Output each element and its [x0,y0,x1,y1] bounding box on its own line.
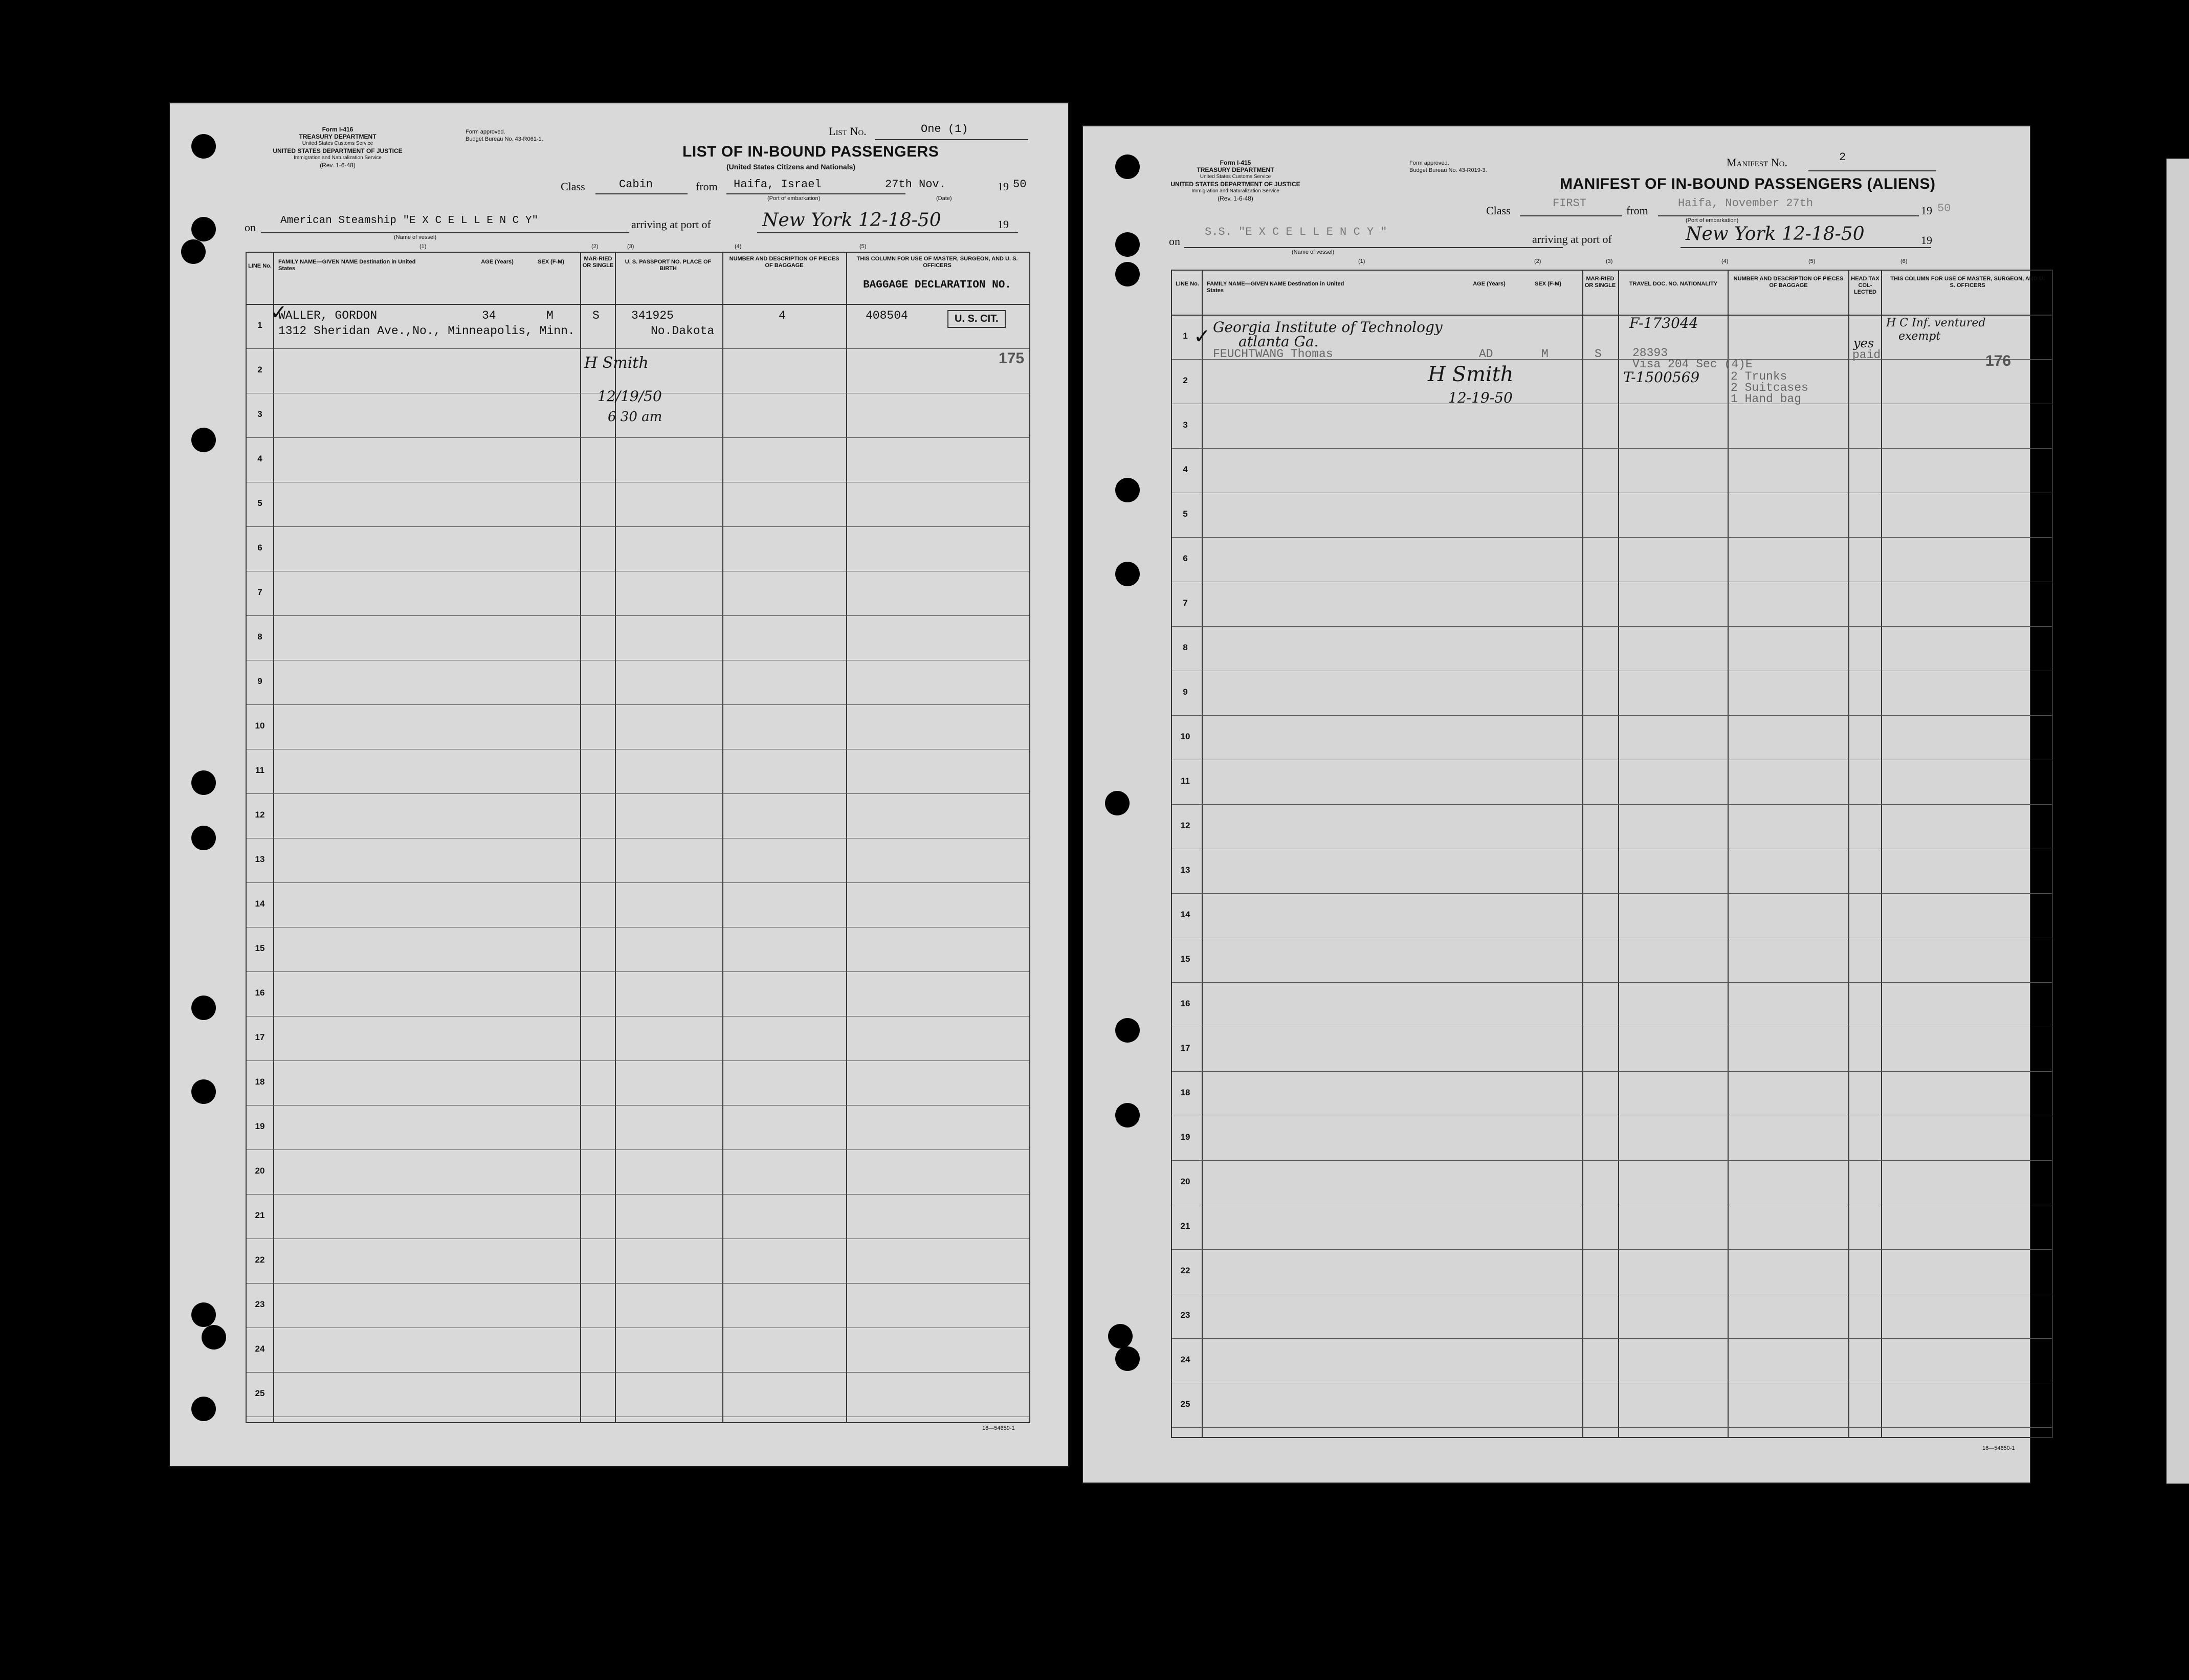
us-citizen-box: U. S. CIT. [947,310,1006,328]
vessel-caption: (Name of vessel) [1292,249,1335,255]
treasury-dept: TREASURY DEPARTMENT [299,133,377,140]
line-number: 8 [1183,642,1188,652]
line-number: 21 [1180,1221,1190,1231]
hdr-baggage: NUMBER AND DESCRIPTION OF PIECES OF BAGGAGE [729,256,839,269]
passenger-table [246,252,1030,1423]
colnum-4: (4) [735,244,742,250]
class-label: Class [561,180,585,193]
line-number: 6 [1183,553,1188,563]
binder-hole [191,1302,216,1327]
manifest-no-value: 2 [1839,151,1846,164]
hdr-age: AGE (Years) [481,259,514,265]
colnum-6: (6) [1900,258,1908,264]
form-approved: Form approved. [1409,160,1449,166]
citizens-passenger-list-page [169,102,1069,1467]
line-number: 7 [1183,598,1188,608]
binder-hole [181,239,206,264]
travel-doc-handwritten: F-173044 [1629,315,1698,331]
form-title: MANIFEST OF IN-BOUND PASSENGERS (ALIENS) [1560,175,1936,192]
binder-hole [202,1325,226,1350]
binder-hole [191,428,216,452]
hdr-line: LINE No. [248,263,272,269]
form-title: LIST OF IN-BOUND PASSENGERS [682,143,939,160]
alien-name: FEUCHTWANG Thomas [1213,347,1333,361]
line-number: 15 [255,943,265,953]
customs-service: United States Customs Service [1200,174,1271,180]
alien-passenger-table [1171,270,2053,1438]
binder-hole [191,826,216,850]
year-prefix: 19 [1921,204,1932,217]
travel-doc-number: 28393 [1632,346,1668,360]
line-number: 22 [255,1254,265,1265]
line-number: 18 [1180,1087,1190,1097]
line-number: 20 [255,1165,265,1176]
inspection-date: 12/19/50 [598,388,662,405]
colnum-1: (1) [419,244,427,250]
binder-hole [191,996,216,1020]
class-line [595,193,688,194]
binder-hole [191,134,216,159]
line-number: 5 [257,498,262,508]
line-number: 12 [1180,820,1190,830]
port-line [757,232,1018,233]
binder-hole [1115,154,1140,179]
row-rule [1172,804,2052,805]
line-number: 23 [255,1299,265,1309]
page-stamp-number: 176 [1985,352,2011,369]
hdr-name: FAMILY NAME—GIVEN NAME Destination in United States [1207,281,1344,294]
class-label: Class [1486,204,1511,217]
destination-handwritten: Georgia Institute of Technology [1213,319,1443,336]
hdr-officers: THIS COLUMN FOR USE OF MASTER, SURGEON, AND U. S. OFFICERS [1890,276,2045,289]
line-number: 10 [1180,731,1190,741]
passenger-marital: S [592,309,600,322]
vessel-caption: (Name of vessel) [394,234,437,240]
binder-hole [191,1397,216,1421]
aliens-manifest-page [1082,125,2045,1484]
page-stamp-number: 175 [999,350,1025,367]
port-line [1681,247,1931,248]
colnum-2: (2) [591,244,599,250]
hdr-married: MAR-RIED OR SINGLE [1584,276,1616,289]
line-number: 17 [255,1032,265,1042]
arriving-label: arriving at port of [1532,233,1612,246]
colnum-3: (3) [1606,258,1613,264]
visa-info: Visa 204 Sec (4)E [1632,358,1753,371]
customs-service: United States Customs Service [302,141,373,146]
baggage-suitcases: 2 Suitcases [1731,381,1808,394]
class-value: FIRST [1553,197,1587,210]
passenger-sex: M [546,309,554,322]
line-number: 20 [1180,1176,1190,1186]
line-number: 2 [257,364,262,374]
date-caption: (Date) [936,195,952,202]
port-value: New York 12-18-50 [1686,224,1865,245]
line-number: 23 [1180,1310,1190,1320]
line-number: 15 [1180,954,1190,964]
line-number: 16 [1180,998,1190,1008]
list-no-value: One (1) [921,123,968,136]
row-rule [247,615,1029,616]
hdr-sex: SEX (F-M) [538,259,564,265]
birthplace: No.Dakota [651,324,715,338]
row-rule [1172,1249,2052,1250]
line-number: 21 [255,1210,265,1220]
treasury-dept: TREASURY DEPARTMENT [1197,166,1274,173]
line-number: 19 [255,1121,265,1131]
date-value: 27th Nov. [885,178,946,191]
colnum-5: (5) [859,244,867,250]
ins-service: Immigration and Naturalization Service [1191,188,1279,194]
binder-hole [1108,1324,1133,1349]
line-number: 11 [1181,776,1190,786]
row-rule [1172,626,2052,627]
hdr-headtax: HEAD TAX COL-LECTED [1851,276,1880,295]
binder-hole [1115,1103,1140,1128]
form-subtitle: (United States Citizens and Nationals) [726,163,856,171]
year-value: 50 [1013,178,1027,191]
ins-service: Immigration and Naturalization Service [294,155,382,161]
class-value: Cabin [619,178,653,191]
hdr-line: LINE No. [1176,281,1199,287]
on-label: on [245,221,256,234]
row-rule [1172,1071,2052,1072]
alien-marital: S [1595,347,1602,361]
inspection-date: 12-19-50 [1448,389,1513,406]
baggage-trunks: 2 Trunks [1731,370,1787,383]
line-number: 22 [1180,1265,1190,1275]
inspector-signature: H Smith [584,354,649,372]
headtax-handwritten: yes [1853,336,1874,350]
row-rule [247,437,1029,438]
inspector-signature: H Smith [1428,363,1514,386]
binder-hole [1115,1346,1140,1371]
class-line [1520,215,1622,216]
colnum-2: (2) [1534,258,1541,264]
justice-dept: UNITED STATES DEPARTMENT OF JUSTICE [273,147,403,154]
line-number: 18 [255,1076,265,1087]
from-value: Haifa, Israel [734,178,822,191]
line-number: 7 [257,587,262,597]
binder-hole [1115,262,1140,286]
form-approved: Form approved. [466,129,505,135]
form-number: Form I-416 [322,126,353,133]
from-line [726,193,905,194]
checkmark: ✓ [1193,325,1211,348]
colnum-1: (1) [1358,258,1365,264]
binder-hole [191,770,216,795]
passport-number: 341925 [631,309,674,322]
footer-code: 16—54650-1 [1982,1445,2015,1451]
binder-hole [1115,1018,1140,1043]
justice-dept: UNITED STATES DEPARTMENT OF JUSTICE [1170,181,1300,188]
line-number: 1 [257,320,262,330]
line-number: 19 [1180,1132,1190,1142]
line-number: 16 [255,987,265,998]
year-value: 50 [1937,202,1951,215]
line-number: 1 [1183,330,1188,341]
manifest-line [1808,170,1936,171]
hdr-passport: U. S. PASSPORT NO. PLACE OF BIRTH [625,259,712,272]
vessel-line [1184,247,1563,248]
officer-note-2: exempt [1898,330,1941,343]
vessel-line [261,232,629,233]
row-rule [247,704,1029,705]
checkmark: ✓ [270,301,288,324]
line-number: 9 [257,676,262,686]
line-number: 11 [255,765,264,775]
line-number: 3 [1183,419,1188,430]
hdr-declaration: BAGGAGE DECLARATION NO. [863,279,1011,291]
binder-hole [191,1079,216,1104]
passenger-address: 1312 Sheridan Ave.,No., Minneapolis, Minn. [278,324,575,338]
passenger-name: WALLER, GORDON [278,309,378,322]
year-suffix: 19 [1921,234,1932,247]
row-rule [247,1105,1029,1106]
form-number: Form I-415 [1220,159,1251,166]
revision: (Rev. 1-6-48) [320,162,356,169]
colnum-4: (4) [1721,258,1729,264]
year-prefix: 19 [998,180,1009,193]
destination-city-handwritten: atlanta Ga. [1239,333,1319,350]
baggage-count: 4 [779,309,786,322]
revision: (Rev. 1-6-48) [1218,195,1253,202]
line-number: 2 [1183,375,1188,385]
line-number: 13 [255,854,265,864]
alien-sex: M [1541,347,1549,361]
line-number: 3 [257,409,262,419]
doc-number-handwritten: T-1500569 [1623,369,1700,386]
hdr-baggage: NUMBER AND DESCRIPTION OF PIECES OF BAGGAGE [1733,276,1844,289]
row-rule [1172,537,2052,538]
footer-code: 16—54659-1 [982,1425,1015,1431]
line-number: 24 [255,1343,265,1354]
row-rule [247,1372,1029,1373]
row-rule [247,882,1029,883]
binder-hole [1115,232,1140,257]
hdr-name: FAMILY NAME—GIVEN NAME Destination in United States [278,259,416,272]
baggage-handbag: 1 Hand bag [1731,392,1802,406]
inspection-time: 6 30 am [608,409,662,425]
line-number: 12 [255,809,265,820]
line-number: 10 [255,720,265,731]
row-rule [1172,448,2052,449]
from-line [1658,215,1919,216]
alien-age: AD [1479,347,1493,361]
hdr-travel: TRAVEL DOC. NO. NATIONALITY [1629,281,1718,287]
row-rule [247,1283,1029,1284]
headtax-status: paid [1852,348,1881,362]
passenger-age: 34 [482,309,496,322]
binder-hole [1115,562,1140,586]
declaration-number: 408504 [866,309,908,322]
hdr-officers: THIS COLUMN FOR USE OF MASTER, SURGEON, AND U. S. OFFICERS [856,256,1018,269]
line-number: 25 [1180,1399,1190,1409]
port-embarkation-caption: (Port of embarkation) [767,195,821,202]
binder-hole [1105,791,1130,815]
from-label: from [1626,204,1648,217]
line-number: 9 [1183,687,1188,697]
line-number: 4 [257,453,262,463]
port-embarkation-caption: (Port of embarkation) [1686,217,1739,224]
list-no-label: List No. [829,125,867,138]
line-number: 8 [257,631,262,642]
row-rule [247,526,1029,527]
line-number: 5 [1183,509,1188,519]
row-rule [247,348,1029,349]
row-rule [1172,893,2052,894]
line-number: 24 [1180,1354,1190,1364]
vessel-value: S.S. "E X C E L L E N C Y " [1205,226,1387,238]
from-value: Haifa, November 27th [1678,197,1814,210]
binder-hole [191,217,216,241]
budget-bureau: Budget Bureau No. 43-R061-1. [466,136,543,142]
colnum-3: (3) [627,244,634,250]
line-number: 25 [255,1388,265,1398]
colnum-5: (5) [1808,258,1816,264]
line-number: 14 [255,898,265,909]
row-rule [247,1060,1029,1061]
year-suffix: 19 [998,218,1009,231]
line-number: 14 [1180,909,1190,919]
line-number: 4 [1183,464,1188,474]
adjacent-page-edge [2166,159,2189,1484]
row-rule [247,1194,1029,1195]
hdr-age: AGE (Years) [1473,281,1506,287]
from-label: from [696,180,718,193]
binder-hole [1115,478,1140,502]
row-rule [1172,982,2052,983]
officer-note: H C Inf. ventured [1886,317,1986,329]
hdr-married: MAR-RIED OR SINGLE [582,256,614,269]
hdr-sex: SEX (F-M) [1535,281,1561,287]
line-number: 17 [1180,1043,1190,1053]
line-number: 13 [1180,865,1190,875]
budget-bureau: Budget Bureau No. 43-R019-3. [1409,167,1487,173]
vessel-value: American Steamship "E X C E L L E N C Y" [280,215,539,227]
row-rule [247,971,1029,972]
manifest-no-label: Manifest No. [1727,156,1787,169]
line-number: 6 [257,542,262,552]
on-label: on [1169,235,1180,248]
row-rule [1172,1338,2052,1339]
row-rule [247,793,1029,794]
row-rule [1172,1427,2052,1428]
arriving-label: arriving at port of [631,218,711,231]
list-no-line [875,139,1028,140]
row-rule [1172,1160,2052,1161]
port-value: New York 12-18-50 [762,210,941,231]
row-rule [1172,715,2052,716]
